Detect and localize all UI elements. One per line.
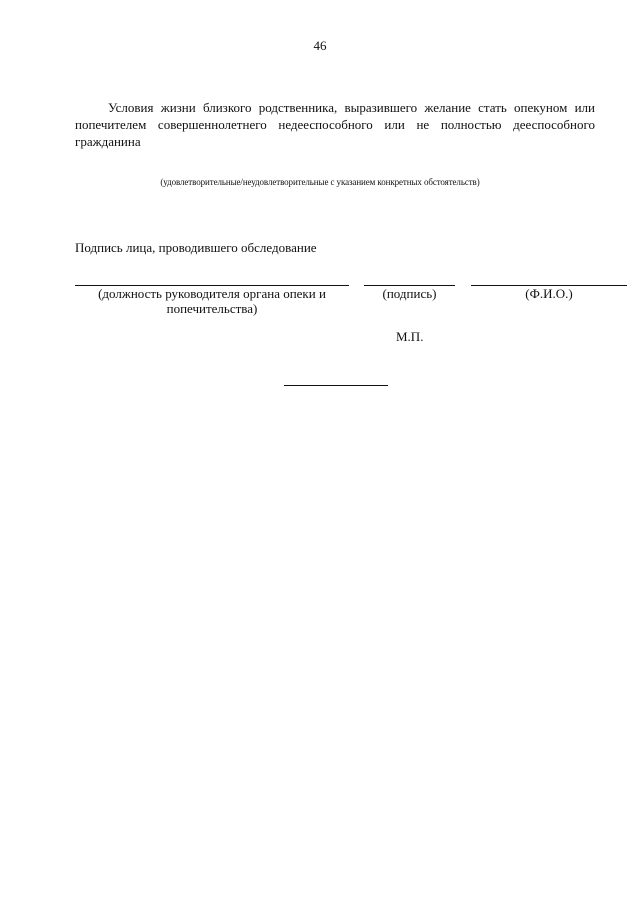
end-divider [284, 385, 388, 386]
signature-label: Подпись лица, проводившего обследование [75, 240, 317, 255]
living-conditions-paragraph: Условия жизни близкого родственника, выразившего желание стать опекуном или попечителем совершеннолетнего недееспособного или не полностью дееспособного гражданина [75, 100, 595, 149]
conditions-hint: (удовлетворительные/неудовлетворительные с указанием конкретных обстоятельств) [160, 177, 480, 187]
stamp-mark: М.П. [396, 329, 424, 344]
page-number: 46 [313, 38, 327, 53]
position-caption: (должность руководителя органа опеки и попечительства) [98, 286, 326, 316]
signature-caption: (подпись) [382, 286, 437, 301]
fio-caption: (Ф.И.О.) [525, 286, 573, 301]
